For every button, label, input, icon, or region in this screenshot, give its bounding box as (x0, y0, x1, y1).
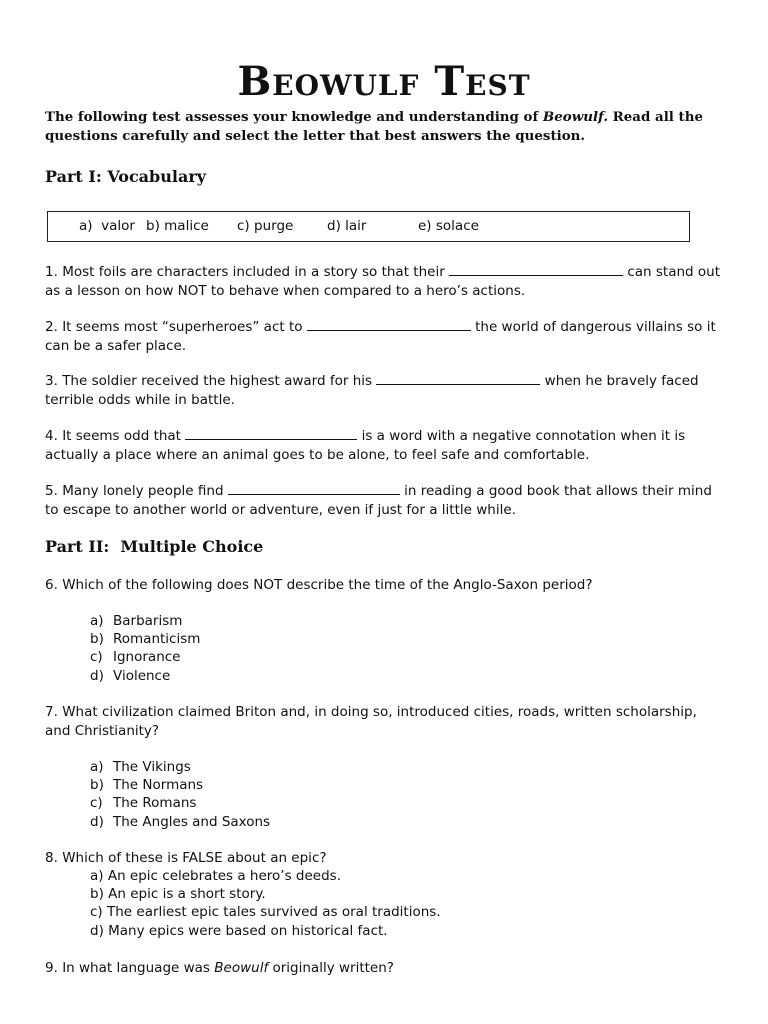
answer-blank[interactable] (185, 427, 357, 440)
mc-options-6 (90, 612, 200, 685)
question-number: 7. (45, 704, 58, 720)
answer-option-a[interactable] (90, 867, 441, 885)
option-text: Many epics were based on historical fact. (108, 922, 388, 939)
option-text: Barbarism (113, 613, 183, 629)
answer-option-d[interactable] (90, 922, 441, 940)
question-text-before: In what language was (62, 960, 215, 976)
vocab-word-c (237, 212, 293, 241)
mc-question-9 (45, 959, 725, 978)
mc-question-8 (45, 849, 725, 868)
answer-blank[interactable] (228, 482, 400, 495)
question-text-after: originally written? (268, 960, 394, 976)
option-letter: b) (90, 777, 104, 794)
vocab-letter: e) (418, 218, 432, 234)
answer-option-b[interactable] (90, 885, 441, 903)
answer-option-b[interactable] (90, 776, 270, 794)
question-text-after: can stand out as a lesson on how NOT to behave when compared to a hero’s actions. (45, 264, 721, 299)
question-text-after: when he bravely faced terrible odds while in battle. (45, 373, 699, 408)
option-text: An epic is a short story. (108, 886, 266, 903)
vocab-word: solace (435, 218, 479, 234)
option-text: Violence (113, 667, 171, 684)
option-text: The Normans (113, 777, 204, 794)
question-number: 6. (45, 577, 58, 593)
vocab-word: malice (164, 218, 209, 234)
option-letter: d) (90, 667, 104, 684)
question-number: 5. (45, 483, 58, 499)
answer-option-c[interactable] (90, 794, 270, 812)
question-number: 1. (45, 264, 58, 280)
answer-blank[interactable] (376, 372, 540, 385)
option-letter: b) (90, 886, 104, 903)
vocab-word-d (327, 212, 366, 241)
part1-heading: Part I: Vocabulary (45, 167, 207, 186)
answer-option-c[interactable] (90, 903, 441, 921)
answer-option-d[interactable] (90, 813, 270, 831)
option-letter: b) (90, 631, 104, 648)
question-text-after: in reading a good book that allows their mind to escape to another world or adventure, even if just for a little while. (45, 483, 712, 518)
vocab-letter: b) (146, 218, 160, 234)
option-letter: d) (90, 922, 104, 939)
vocab-question-3 (45, 372, 725, 409)
intro-text-before: The following test assesses your knowledge and understanding of (45, 109, 543, 125)
option-letter: a) (90, 759, 104, 775)
answer-blank[interactable] (449, 263, 623, 276)
vocab-word: lair (345, 218, 367, 234)
intro-italic-title: Beowulf. (542, 109, 608, 125)
mc-question-7 (45, 703, 725, 740)
option-letter: c) (90, 649, 103, 666)
answer-option-c[interactable] (90, 648, 200, 666)
question-text: Which of these is FALSE about an epic? (62, 850, 327, 866)
vocab-question-4 (45, 427, 725, 464)
answer-option-d[interactable] (90, 667, 200, 685)
vocab-word-b (146, 212, 209, 241)
question-number: 2. (45, 319, 58, 335)
vocab-word-e (418, 212, 479, 241)
mc-question-6 (45, 576, 725, 595)
option-text: The Romans (113, 795, 197, 812)
vocab-question-5 (45, 482, 725, 519)
vocab-letter: a) (79, 218, 93, 234)
vocab-letter: c) (237, 218, 250, 234)
question-text-before: Most foils are characters included in a story so that their (62, 264, 445, 280)
intro-text-after: Read all the questions carefully and select the letter that best answers the question. (45, 109, 703, 144)
vocab-question-1 (45, 263, 725, 300)
option-letter: a) (90, 613, 104, 629)
option-text: The earliest epic tales survived as oral traditions. (107, 904, 441, 921)
option-letter: a) (90, 868, 104, 884)
mc-options-8 (90, 867, 441, 940)
vocab-word-a (79, 212, 135, 241)
question-text-after: the world of dangerous villains so it can be a safer place. (45, 319, 716, 354)
option-text: Ignorance (113, 649, 181, 666)
vocabulary-word-bank (47, 211, 690, 242)
intro-paragraph (45, 108, 735, 146)
question-text: What civilization claimed Briton and, in doing so, introduced cities, roads, written scholarship, and Christianity? (45, 704, 697, 739)
answer-option-a[interactable] (90, 612, 200, 630)
option-text: The Angles and Saxons (113, 813, 271, 830)
question-text-after: is a word with a negative connotation when it is actually a place where an animal goes to be alone, to feel safe and comfortable. (45, 428, 686, 463)
option-letter: c) (90, 904, 103, 921)
option-letter: d) (90, 813, 104, 830)
question-number: 3. (45, 373, 58, 389)
vocab-question-2 (45, 318, 725, 355)
answer-blank[interactable] (307, 318, 471, 331)
question-text-before: It seems odd that (62, 428, 181, 444)
question-text-before: It seems most “superheroes” act to (62, 319, 303, 335)
question-number: 4. (45, 428, 58, 444)
question-number: 8. (45, 850, 58, 866)
vocab-word: purge (254, 218, 294, 234)
question-text-before: Many lonely people find (62, 483, 224, 499)
question-number: 9. (45, 960, 58, 976)
option-text: An epic celebrates a hero’s deeds. (107, 868, 341, 884)
vocab-letter: d) (327, 218, 341, 234)
answer-option-b[interactable] (90, 630, 200, 648)
option-text: The Vikings (113, 759, 191, 775)
test-title: Beowulf Test (237, 58, 531, 105)
question-text: Which of the following does NOT describe the time of the Anglo-Saxon period? (62, 577, 593, 593)
mc-options-7 (90, 758, 270, 831)
answer-option-a[interactable] (90, 758, 270, 776)
vocab-word: valor (101, 218, 135, 234)
option-letter: c) (90, 795, 103, 812)
question-italic-title: Beowulf (214, 960, 269, 976)
option-text: Romanticism (113, 631, 201, 648)
question-text-before: The soldier received the highest award for his (62, 373, 373, 389)
part2-heading: Part II: Multiple Choice (45, 537, 264, 556)
